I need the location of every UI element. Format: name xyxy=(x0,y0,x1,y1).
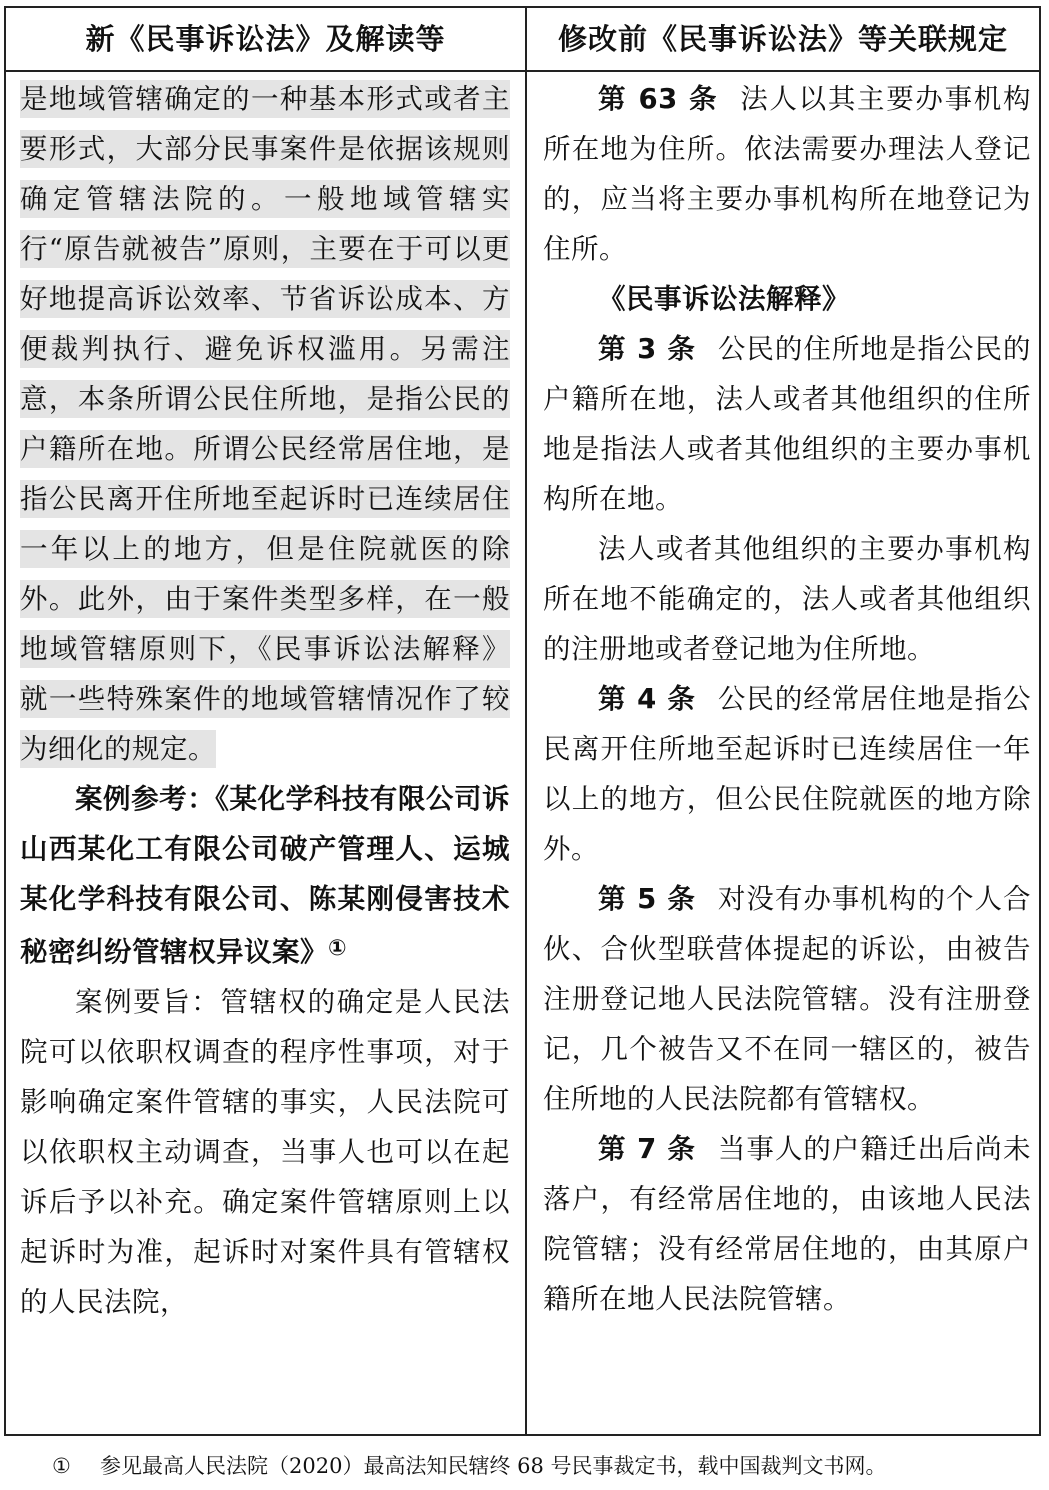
article-7: 第 7 条 当事人的户籍迁出后尚未落户，有经常居住地的，由该地人民法院管辖；没有经常居住地的，由其原户籍所在地人民法院管辖。 xyxy=(543,1133,1031,1315)
subheading: 《民事诉讼法解释》 xyxy=(598,283,850,315)
table-header xyxy=(6,8,1039,72)
header-right: 修改前《民事诉讼法》等关联规定 xyxy=(557,22,1008,56)
article-label: 第 3 条 xyxy=(598,333,696,365)
column-divider xyxy=(525,8,527,1434)
right-column xyxy=(543,74,1031,1324)
left-column xyxy=(20,74,510,1327)
footnote-number: ① xyxy=(52,1454,71,1478)
article-3-para-2: 法人或者其他组织的主要办事机构所在地不能确定的，法人或者其他组织的注册地或者登记地为住所地。 xyxy=(543,533,1031,665)
footnote xyxy=(52,1452,887,1480)
interpretation-paragraph xyxy=(20,74,510,774)
article-63: 第 63 条 法人以其主要办事机构所在地为住所。依法需要办理法人登记的，应当将主要办事机构所在地登记为住所。 xyxy=(543,83,1032,265)
article-5: 第 5 条 对没有办事机构的个人合伙、合伙型联营体提起的诉讼，由被告注册登记地人民法院管辖。没有注册登记，几个被告又不在同一辖区的，被告住所地的人民法院都有管辖权。 xyxy=(543,883,1031,1115)
article-label: 第 5 条 xyxy=(598,883,696,915)
case-title: 案例参考：《某化学科技有限公司诉山西某化工有限公司破产管理人、运城某化学科技有限公司、陈某刚侵害技术秘密纠纷管辖权异议案》① xyxy=(20,783,510,968)
article-4: 第 4 条 公民的经常居住地是指公民离开住所地至起诉时已连续居住一年以上的地方，但公民住院就医的地方除外。 xyxy=(543,683,1031,865)
article-3: 第 3 条 公民的住所地是指公民的户籍所在地，法人或者其他组织的住所地是指法人或者其他组织的主要办事机构所在地。 xyxy=(543,333,1031,515)
article-label: 第 7 条 xyxy=(598,1133,696,1165)
footnote-text: 参见最高人民法院（2020）最高法知民辖终 68 号民事裁定书，载中国裁判文书网。 xyxy=(100,1454,887,1478)
comparison-table xyxy=(4,6,1041,1436)
case-gist: 案例要旨：管辖权的确定是人民法院可以依职权调查的程序性事项，对于影响确定案件管辖的事实，人民法院可以依职权主动调查，当事人也可以在起诉后予以补充。确定案件管辖原则上以起诉时为准，起诉时对案件具有管辖权的人民法院， xyxy=(20,986,510,1318)
highlighted-text: 是地域管辖确定的一种基本形式或者主要形式，大部分民事案件是依据该规则确定管辖法院的。一般地域管辖实行“原告就被告”原则，主要在于可以更好地提高诉讼效率、节省诉讼成本、方便裁判执行、避免诉权滥用。另需注意，本条所谓公民住所地，是指公民的户籍所在地。所谓公民经常居住地，是指公民离开住所地至起诉时已连续居住一年以上的地方，但是住院就医的除外。此外，由于案件类型多样，在一般地域管辖原则下，《民事诉讼法解释》就一些特殊案件的地域管辖情况作了较为细化的规定。 xyxy=(20,80,510,768)
article-label: 第 4 条 xyxy=(598,683,696,715)
footnote-mark: ① xyxy=(328,936,348,961)
header-left: 新《民事诉讼法》及解读等 xyxy=(85,22,446,56)
article-label: 第 63 条 xyxy=(598,83,719,115)
